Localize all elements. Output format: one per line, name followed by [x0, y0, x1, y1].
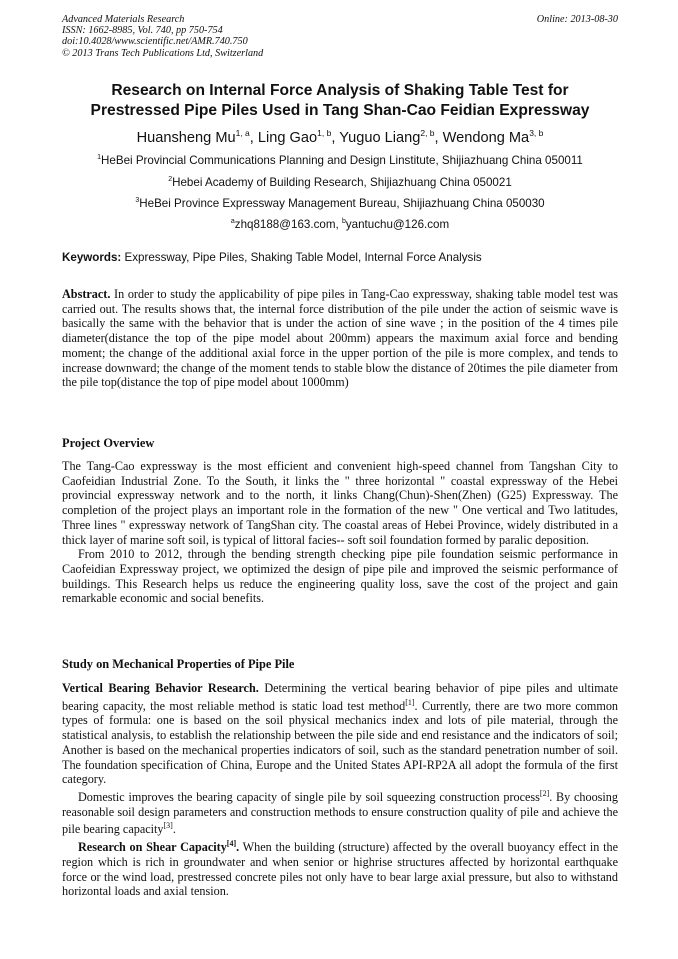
- doi: doi:10.4028/www.scientific.net/AMR.740.750: [62, 36, 248, 48]
- journal-name: Advanced Materials Research: [62, 14, 185, 25]
- abstract-label: Abstract.: [62, 287, 111, 301]
- author-sup: 3, b: [529, 128, 544, 138]
- citation: [1]: [405, 697, 415, 707]
- author-sup: 1, b: [317, 128, 332, 138]
- abstract: [62, 287, 618, 390]
- paragraph: Domestic improves the bearing capacity of single pile by soil squeezing construction process[2]. By choosing reasonable soil design parameters and construction methods to ensure construction quality of pile and achieve the pile bearing capacity[3].: [62, 788, 618, 837]
- affiliation-1: $^1$HeBei Provincial Communications Planning and Design Linstitute, Shijiazhuang China 050011: [97, 153, 583, 167]
- author-name: Huansheng Mu: [136, 129, 236, 146]
- section-overview: [62, 459, 618, 606]
- section-heading-mechanical: Study on Mechanical Properties of Pipe Pile: [62, 657, 295, 671]
- section-heading-overview: Project Overview: [62, 436, 155, 450]
- copyright: © 2013 Trans Tech Publications Ltd, Switzerland: [62, 47, 264, 59]
- issn: ISSN: 1662-8985, Vol. 740, pp 750-754: [62, 25, 223, 37]
- keywords-label: Keywords:: [62, 251, 122, 264]
- section-mechanical: [62, 681, 618, 899]
- title-line-2: Prestressed Pipe Piles Used in Tang Shan-Cao Feidian Expressway: [90, 102, 590, 119]
- title-line-1: Research on Internal Force Analysis of Shaking Table Test for: [111, 82, 569, 99]
- author-sup: 2, b: [420, 128, 435, 138]
- keywords: [62, 251, 618, 265]
- author-name: Ling Gao: [257, 129, 318, 146]
- affiliation-2: $^2$Hebei Academy of Building Research, Shijiazhuang China 050021: [168, 175, 512, 189]
- author-name: Wendong Ma: [442, 129, 530, 146]
- citation: [3]: [163, 821, 173, 831]
- citation: [2]: [539, 788, 550, 798]
- author-emails: $^a$zhq8188@163.com, $^b$yantuchu@126.com: [230, 217, 450, 231]
- journal-header: [62, 14, 618, 59]
- author-sup: 1, a: [235, 128, 250, 138]
- online-date: Online: 2013-08-30: [536, 14, 618, 25]
- paragraph: Vertical Bearing Behavior Research. Determining the vertical bearing behavior of pipe piles and ultimate bearing capacity, the most reliable method is static load test method[1]. Currently, there are two more common types of formula: one is based on the soil physical mechanics index and lots of pile material, through the statistical analysis, to establish the relationship between the pile side and end resistance and the indicators of soil; Another is based on the mechanical properties indicators of soil, such as the standard penetration number of soil. The foundation specification of China, Europe and the United States API-RP2A all adopt the formula of the first category.: [62, 681, 619, 787]
- keywords-text: Expressway, Pipe Piles, Shaking Table Model, Internal Force Analysis: [121, 251, 482, 264]
- citation: [4]: [226, 839, 237, 849]
- paragraph: Research on Shear Capacity[4]. When the building (structure) affected by the overall buoyancy effect in the region which is rich in groundwater and when senior or highrise structures affected by horizontal earthquake force or the wind load, prestressed concrete piles not only have to bear large axial pressure, but also to withstand horizontal loads and axial tension.: [62, 839, 618, 899]
- author-list: Huansheng Mu$^{1, a}$, Ling Gao$^{1, b}$, Yuguo Liang$^{2, b}$, Wendong Ma$^{3, b}$: [136, 128, 544, 146]
- abstract-text: In order to study the applicability of pipe piles in Tang-Cao expressway, shaking table model test was carried out. The results shows that, the internal force distribution of the pile under the action of seismic wave is basically the same with the behavior that is under the action of sine wave ; in the position of the 4 times pile diameter(distance the top of the pipe model about 200mm) appears the maximum axial force and bending moment; the change of the additional axial force in the upper portion of the pile is more complex, and tends to increase downward; the change of the moment tends to stable blow the distance of 20times the pile diameter from the pile top(distance the top of pipe model about 1000mm): [62, 287, 618, 390]
- paragraph: The Tang-Cao expressway is the most efficient and convenient high-speed channel from Tangshan City to Caofeidian Industrial Zone. To the South, it links the " three horizontal " coastal expressway of the Hebei provincial expressway network and to the north, it links Chang(Chun)-Shen(Zhen) (G25) Expressway. The completion of the project plays an important role in the formation of the new " One vertical and Two latitudes, Three lines " expressway network of TangShan city. The coastal areas of Hebei Province, widely distributed in a thick layer of marine soft soil, is typical of littoral facies-- soft soil foundation formed by paralic deposition.: [62, 459, 618, 547]
- affiliation-3: $^3$HeBei Province Expressway Management Bureau, Shijiazhuang China 050030: [135, 196, 545, 210]
- paragraph: From 2010 to 2012, through the bending strength checking pipe pile foundation seismic performance in Caofeidian Expressway project, we optimized the design of pipe pile and improved the seismic performance of buildings. This Research helps us reduce the engineering quality loss, save the cost of the project and gain remarkable economic and social benefits.: [62, 547, 618, 606]
- author-name: Yuguo Liang: [339, 129, 421, 146]
- paper-title: [62, 81, 618, 121]
